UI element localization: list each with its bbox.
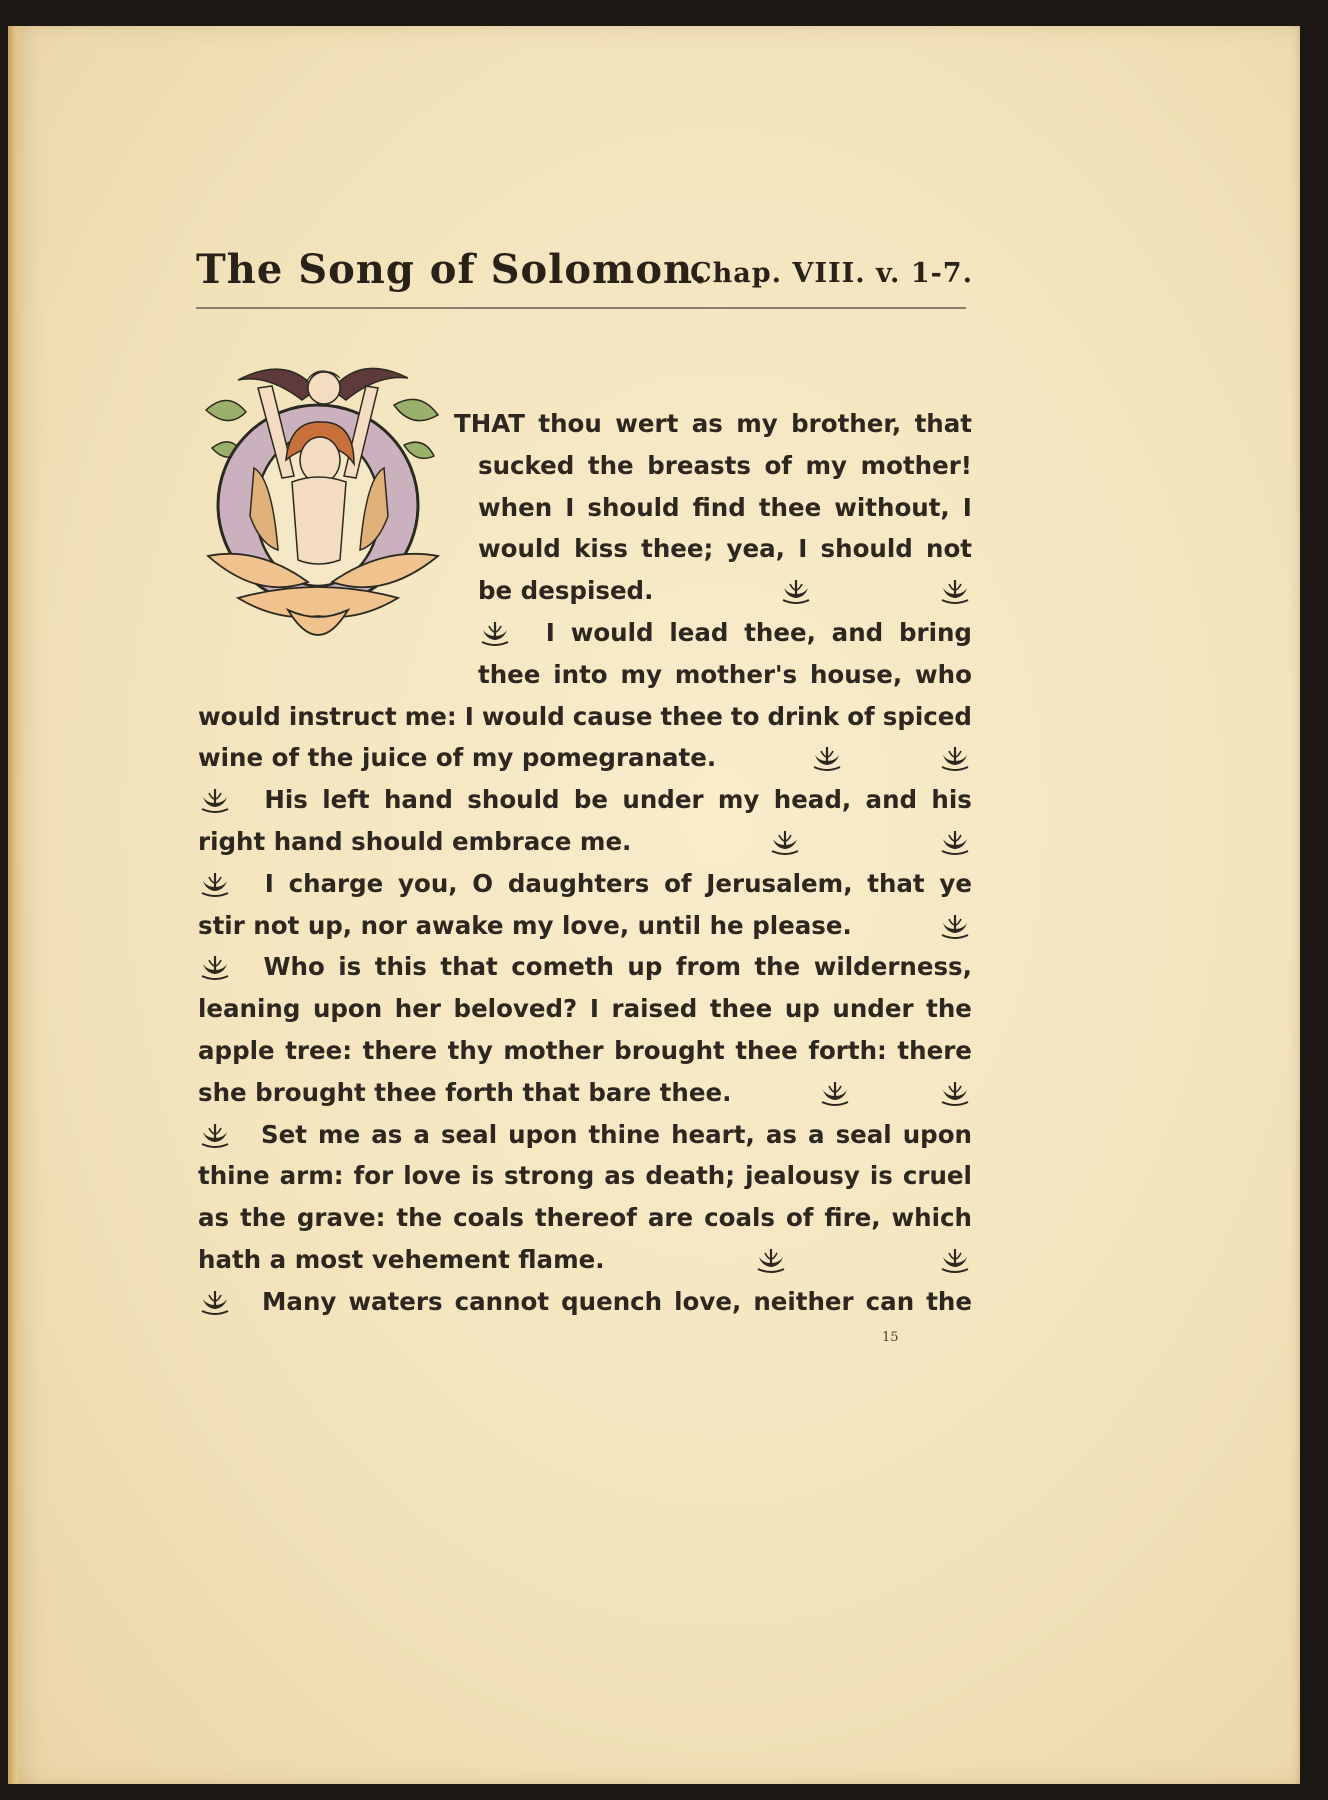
- word: is: [471, 1161, 495, 1191]
- word: which: [891, 1203, 972, 1233]
- word: thee: [478, 659, 541, 689]
- chapter-reference: Chap. VIII. v. 1-7.: [690, 258, 973, 289]
- word: grave:: [296, 1203, 386, 1233]
- word: I: [545, 618, 555, 647]
- text-line: [198, 1073, 972, 1113]
- word: spiced: [882, 701, 972, 731]
- word: not: [926, 534, 972, 564]
- word: mother: [503, 1036, 604, 1065]
- word: his: [931, 785, 972, 815]
- word: my: [620, 659, 662, 689]
- word: thine: [588, 1119, 661, 1149]
- lotus-flower-ornament-icon: [938, 827, 972, 857]
- word: into: [553, 659, 608, 689]
- word: that: [867, 868, 925, 898]
- word: thee: [735, 1036, 798, 1065]
- lotus-flower-ornament-icon: [938, 1078, 972, 1108]
- word: as: [691, 409, 723, 438]
- word: thee: [758, 492, 822, 522]
- word: jealousy: [745, 1161, 860, 1191]
- word: mother!: [860, 450, 972, 480]
- text-line: [198, 1115, 972, 1155]
- lotus-flower-ornament-icon: [779, 576, 813, 606]
- word: my: [805, 450, 848, 480]
- running-title: The Song of Solomon.: [196, 246, 709, 293]
- word: hand: [383, 785, 453, 815]
- text-line: [198, 738, 972, 778]
- word: under: [832, 994, 914, 1024]
- lotus-flower-ornament-icon: [818, 1078, 852, 1108]
- word: seal: [440, 1119, 498, 1149]
- word: neither: [753, 1286, 854, 1316]
- word: can: [865, 1286, 915, 1316]
- word: heart,: [671, 1119, 755, 1149]
- word: be despised.: [478, 576, 654, 606]
- word: sucked: [478, 450, 575, 480]
- word: mother's: [674, 659, 798, 689]
- word: a: [413, 1119, 430, 1149]
- word: up: [784, 994, 820, 1024]
- word: wert: [615, 409, 679, 438]
- word: of: [664, 868, 692, 898]
- word: is: [869, 1161, 893, 1191]
- lotus-flower-ornament-icon: [938, 1245, 972, 1275]
- page-gutter: [8, 26, 22, 1784]
- word: thee: [660, 701, 723, 731]
- word: forth:: [808, 1036, 887, 1065]
- word: under: [622, 785, 704, 815]
- word: as: [604, 1161, 636, 1191]
- lotus-flower-ornament-icon: [810, 743, 844, 773]
- lotus-flower-ornament-icon: [754, 1245, 788, 1275]
- word: are: [647, 1203, 694, 1233]
- word: Set: [261, 1119, 308, 1149]
- word: upon: [902, 1119, 972, 1149]
- page-header: [188, 220, 973, 310]
- word: I: [962, 492, 972, 522]
- text-line: [478, 488, 972, 528]
- word: there: [362, 1036, 438, 1065]
- word: would: [198, 701, 281, 731]
- text-line: [198, 1031, 972, 1071]
- word: quench: [561, 1286, 663, 1316]
- word: wine of the juice of my pomegranate.: [198, 743, 717, 773]
- lotus-flower-ornament-icon: [198, 785, 232, 815]
- word: brought: [614, 1036, 725, 1065]
- word: the: [926, 994, 972, 1024]
- word: upon: [508, 1119, 578, 1149]
- word: me: [318, 1119, 361, 1149]
- word: left: [322, 785, 370, 815]
- word: you,: [398, 868, 458, 898]
- word: yea,: [726, 534, 785, 564]
- lotus-flower-ornament-icon: [198, 952, 232, 982]
- word: of: [764, 450, 792, 480]
- word: the: [587, 450, 634, 480]
- text-line: [478, 446, 972, 486]
- word: stir not up, nor awake my love, until he please.: [198, 910, 852, 940]
- word: seal: [835, 1119, 892, 1149]
- word: from: [675, 952, 741, 982]
- word: thou: [538, 409, 602, 438]
- word: the: [754, 952, 801, 982]
- text-line: [198, 822, 972, 862]
- word: for: [353, 1161, 394, 1191]
- text-line: [198, 1156, 972, 1196]
- word: I: [264, 868, 274, 898]
- word: I: [464, 701, 474, 731]
- word: I: [565, 492, 575, 522]
- word: would: [478, 534, 561, 564]
- word: Jerusalem,: [706, 868, 853, 898]
- word: upon: [312, 994, 383, 1024]
- word: Who: [263, 952, 325, 982]
- text-line: [198, 989, 972, 1029]
- word: instruct: [288, 701, 397, 731]
- word: and: [865, 785, 918, 815]
- word: thereof: [534, 1203, 637, 1233]
- word: cruel: [902, 1161, 972, 1191]
- word: be: [573, 785, 609, 815]
- word: thee: [709, 994, 773, 1024]
- word: that: [914, 409, 972, 438]
- word: kiss: [574, 534, 628, 564]
- word: Many: [262, 1286, 337, 1316]
- word: house,: [809, 659, 903, 689]
- word: to: [730, 701, 760, 731]
- lotus-flower-ornament-icon: [198, 869, 232, 899]
- word: coals: [704, 1203, 775, 1233]
- lotus-flower-ornament-icon: [478, 618, 512, 648]
- word: drink: [767, 701, 840, 731]
- word: beloved?: [453, 994, 578, 1024]
- word: without,: [834, 492, 950, 522]
- word: leaning: [198, 994, 301, 1024]
- word: a: [807, 1119, 825, 1149]
- text-line: [478, 529, 972, 569]
- header-rule: [196, 307, 966, 309]
- word: cause: [572, 701, 653, 731]
- word: who: [915, 659, 972, 689]
- word: wilderness,: [813, 952, 972, 982]
- word: should: [467, 785, 560, 815]
- word: hath a most vehement flame.: [198, 1245, 605, 1274]
- word: that: [440, 952, 498, 982]
- word: this: [374, 952, 427, 982]
- word: I: [589, 994, 599, 1024]
- word: the: [240, 1203, 286, 1233]
- lotus-flower-ornament-icon: [198, 1287, 232, 1317]
- word: charge: [288, 868, 384, 898]
- word: should: [820, 534, 913, 564]
- word: I: [798, 534, 808, 564]
- word: breasts: [647, 450, 751, 480]
- text-line: [454, 404, 972, 444]
- word: arm:: [279, 1161, 344, 1191]
- word: tree:: [285, 1036, 353, 1065]
- word: brother,: [791, 409, 902, 438]
- word: of: [847, 701, 875, 731]
- lotus-flower-ornament-icon: [938, 743, 972, 773]
- word: strong: [504, 1161, 595, 1191]
- word: coals: [453, 1203, 524, 1233]
- word: she brought thee forth that bare thee.: [198, 1077, 732, 1107]
- word: of: [785, 1203, 814, 1233]
- text-line: [198, 1282, 972, 1322]
- text-line: [198, 947, 972, 987]
- word: cometh: [511, 952, 614, 982]
- text-line: [198, 906, 972, 946]
- word: bring: [898, 618, 972, 647]
- word: love,: [674, 1286, 742, 1316]
- word: thee;: [641, 534, 714, 564]
- word: right hand should embrace me.: [198, 827, 632, 856]
- word: as: [371, 1119, 403, 1149]
- word: when: [478, 492, 553, 522]
- word: me:: [404, 701, 457, 731]
- lotus-flower-ornament-icon: [938, 911, 972, 941]
- word: up: [627, 952, 663, 982]
- text-line: [198, 864, 972, 904]
- word: thee,: [744, 618, 816, 647]
- word: would: [481, 701, 565, 731]
- word: waters: [348, 1286, 443, 1316]
- word: her: [394, 994, 441, 1024]
- word: head,: [773, 785, 852, 815]
- illuminated-initial-o-with-figures-icon: [198, 360, 448, 660]
- text-line: [198, 697, 972, 737]
- text-line: [198, 780, 972, 820]
- word: His: [264, 785, 308, 815]
- word: lead: [669, 618, 729, 647]
- word: as: [765, 1119, 797, 1149]
- word: as: [198, 1203, 230, 1233]
- page-number: 15: [882, 1330, 899, 1345]
- text-line: [198, 1240, 972, 1280]
- text-line: [478, 571, 972, 611]
- word: the: [926, 1286, 972, 1316]
- word: raised: [611, 994, 698, 1024]
- word: and: [831, 618, 884, 647]
- word: apple: [198, 1036, 275, 1065]
- word: thine: [198, 1161, 270, 1191]
- word: thy: [447, 1036, 493, 1065]
- text-line: [478, 613, 972, 653]
- word: the: [396, 1203, 443, 1233]
- text-line: [478, 655, 972, 695]
- word: love: [403, 1161, 462, 1191]
- word: find: [692, 492, 746, 522]
- word: my: [717, 785, 760, 815]
- lotus-flower-ornament-icon: [198, 1120, 232, 1150]
- word: death;: [645, 1161, 736, 1191]
- word: there: [897, 1036, 972, 1065]
- word: my: [736, 409, 778, 438]
- word: daughters: [507, 868, 650, 898]
- word: ye: [939, 868, 972, 898]
- word: should: [587, 492, 680, 522]
- word: is: [338, 952, 362, 982]
- lotus-flower-ornament-icon: [768, 827, 802, 857]
- word: O: [472, 868, 494, 898]
- lotus-flower-ornament-icon: [938, 576, 972, 606]
- word: would: [570, 618, 654, 647]
- word: THAT: [454, 409, 525, 438]
- text-line: [198, 1198, 972, 1238]
- word: cannot: [454, 1286, 550, 1316]
- word: fire,: [824, 1203, 881, 1233]
